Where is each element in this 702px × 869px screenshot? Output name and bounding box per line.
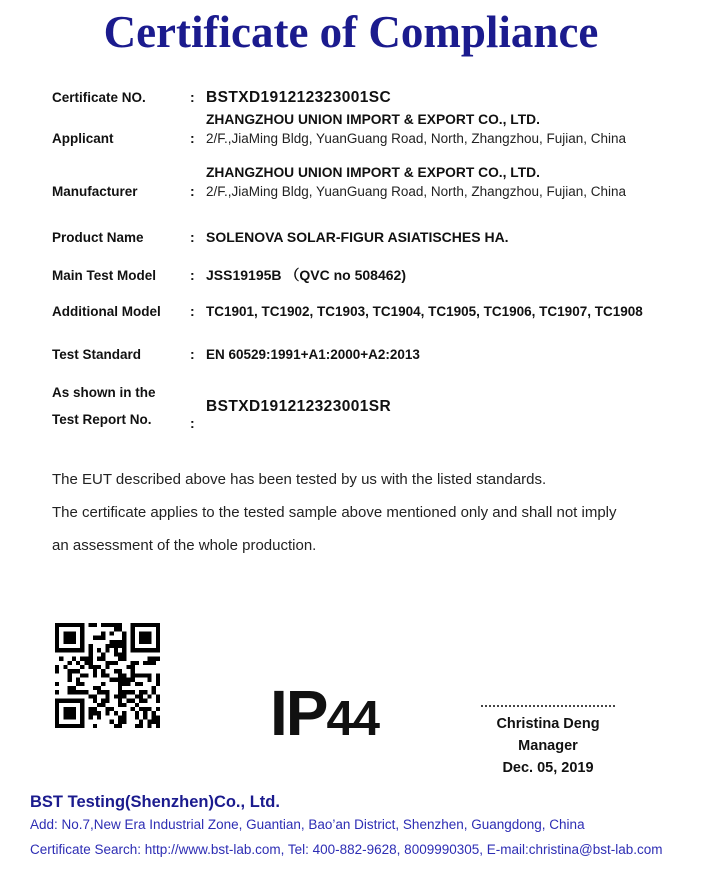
applicant-address: 2/F.,JiaMing Bldg, YuanGuang Road, North, Zhangzhou, Fujian, China — [206, 131, 627, 146]
product-name-label: Product Name — [52, 230, 144, 245]
row-test-standard — [52, 345, 662, 364]
footer-address: Add: No.7,New Era Industrial Zone, Guantian, Bao’an District, Shenzhen, Guangdong, China — [30, 817, 585, 832]
colon-separator: : — [190, 89, 195, 105]
ip-rating — [270, 677, 379, 749]
certificate-no-value: BSTXD191212323001SC — [206, 89, 392, 106]
applicant-company: ZHANGZHOU UNION IMPORT & EXPORT CO., LTD. — [206, 112, 540, 127]
statement-line-2: The certificate applies to the tested sample above mentioned only and shall not imply — [52, 504, 617, 521]
row-manufacturer — [52, 163, 662, 201]
row-applicant — [52, 110, 662, 148]
page-title: Certificate of Compliance — [103, 7, 599, 57]
additional-model-value: TC1901, TC1902, TC1903, TC1904, TC1905, TC1906, TC1907, TC1908 — [206, 304, 643, 319]
main-test-model-value: JSS19195B （QVC no 508462) — [206, 267, 406, 283]
applicant-label: Applicant — [52, 131, 114, 146]
signature-block — [478, 705, 618, 779]
signature-title: Manager — [518, 738, 578, 754]
test-standard-value: EN 60529:1991+A1:2000+A2:2013 — [206, 347, 420, 362]
ip-rating-prefix: IP — [270, 677, 327, 749]
main-test-model-label: Main Test Model — [52, 268, 157, 283]
footer — [30, 792, 702, 858]
statement-line-1: The EUT described above has been tested by us with the listed standards. — [52, 471, 547, 488]
colon-separator: : — [190, 183, 195, 199]
signature-name: Christina Deng — [496, 716, 600, 732]
row-product-name — [52, 228, 662, 247]
colon-separator: : — [190, 267, 195, 283]
statement-line-3: an assessment of the whole production. — [52, 537, 317, 554]
row-main-test-model — [52, 266, 662, 285]
footer-certificate-search: Certificate Search: http://www.bst-lab.com, Tel: 400-882-9628, 8009990305, E-mail:christina@bst-lab.com — [30, 842, 663, 857]
manufacturer-company: ZHANGZHOU UNION IMPORT & EXPORT CO., LTD. — [206, 165, 540, 180]
additional-model-label: Additional Model — [52, 304, 161, 319]
row-test-report-no — [52, 379, 662, 433]
applicant-value — [206, 110, 626, 148]
test-report-label — [52, 379, 190, 433]
colon-separator: : — [190, 415, 195, 431]
certificate-info-table — [52, 88, 662, 433]
manufacturer-address: 2/F.,JiaMing Bldg, YuanGuang Road, North, Zhangzhou, Fujian, China — [206, 184, 627, 199]
colon-separator: : — [190, 130, 195, 146]
footer-company-name: BST Testing(Shenzhen)Co., Ltd. — [30, 793, 280, 811]
test-report-label-line1: As shown in the — [52, 385, 156, 400]
row-certificate-no — [52, 88, 662, 107]
test-report-value: BSTXD191212323001SR — [206, 397, 392, 415]
signature-dotted-line — [481, 705, 615, 707]
compliance-statement — [52, 463, 660, 562]
ip-rating-digits: 44 — [326, 692, 379, 746]
manufacturer-value — [206, 163, 626, 201]
qr-code-icon — [55, 623, 160, 728]
manufacturer-label: Manufacturer — [52, 184, 138, 199]
certificate-no-label: Certificate NO. — [52, 90, 146, 105]
colon-separator: : — [190, 346, 195, 362]
colon-separator: : — [190, 229, 195, 245]
colon-separator: : — [190, 303, 195, 319]
test-standard-label: Test Standard — [52, 347, 142, 362]
bottom-band — [0, 623, 702, 789]
test-report-label-line2: Test Report No. — [52, 412, 152, 427]
row-additional-model — [52, 302, 662, 321]
signature-date: Dec. 05, 2019 — [502, 760, 594, 776]
product-name-value: SOLENOVA SOLAR-FIGUR ASIATISCHES HA. — [206, 229, 509, 245]
